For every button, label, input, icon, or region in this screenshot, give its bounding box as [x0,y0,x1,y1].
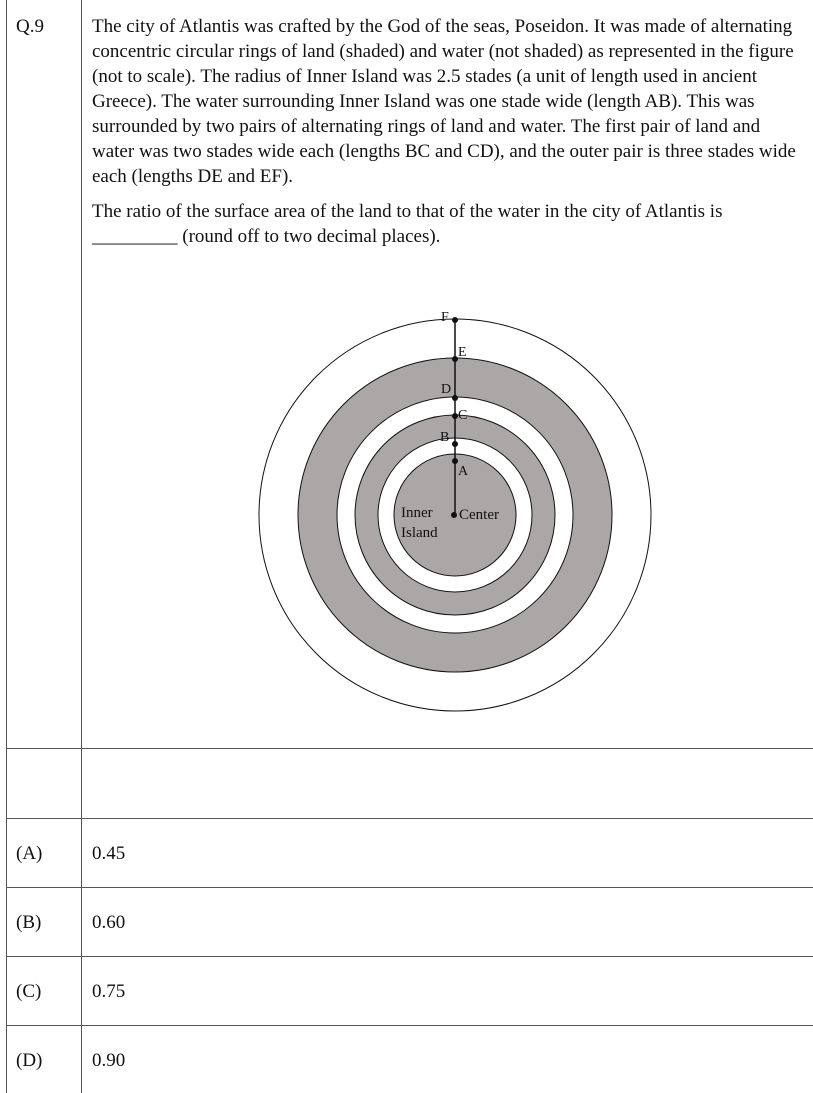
option-a-value[interactable]: 0.45 [92,843,126,864]
center-dot [451,512,457,518]
point-d-dot [452,395,458,401]
option-b-letter: (B) [16,912,42,933]
point-f-dot [452,317,458,323]
option-a-letter: (A) [16,843,43,864]
row-divider [6,748,813,749]
point-b-label: B [440,430,450,445]
question-text [92,14,800,249]
option-d-value[interactable]: 0.90 [92,1050,126,1071]
row-divider [6,818,813,819]
option-c-value[interactable]: 0.75 [92,981,126,1002]
question-paragraph-1: The city of Atlantis was crafted by the God of the seas, Poseidon. It was made of alternating concentric circular rings of land (shaded) and water (not shaded) as represented in the figure (not to scale). The radius of Inner Island was 2.5 stades (a unit of length used in ancient Greece). The water surrounding Inner Island was one stade wide (length AB). This was surrounded by two pairs of alternating rings of land and water. The first pair of land and water was two stades wide each (lengths BC and CD), and the outer pair is three stades wide each (lengths DE and EF). [92,16,796,187]
option-c-letter: (C) [16,981,42,1002]
option-b-value[interactable]: 0.60 [92,912,126,933]
point-c-label: C [458,408,468,423]
point-a-label: A [458,464,469,479]
question-number: Q.9 [16,16,44,37]
table-border-left [6,0,7,1093]
point-d-label: D [441,382,452,397]
point-f-label: F [441,310,449,325]
center-label: Center [459,507,499,523]
option-d-letter: (D) [16,1050,43,1071]
inner-island-label-line1: Inner [401,505,433,521]
inner-island-label-line2: Island [401,525,438,541]
atlantis-rings-figure [255,305,655,725]
row-divider [6,1025,813,1026]
table-border-column [81,0,82,1093]
row-divider [6,956,813,957]
question-paragraph-2: The ratio of the surface area of the land to that of the water in the city of Atlantis is _________ (round off to two decimal places). [92,201,723,247]
row-divider [6,887,813,888]
rings-diagram [255,305,655,725]
point-b-dot [452,441,458,447]
point-e-label: E [458,345,467,360]
